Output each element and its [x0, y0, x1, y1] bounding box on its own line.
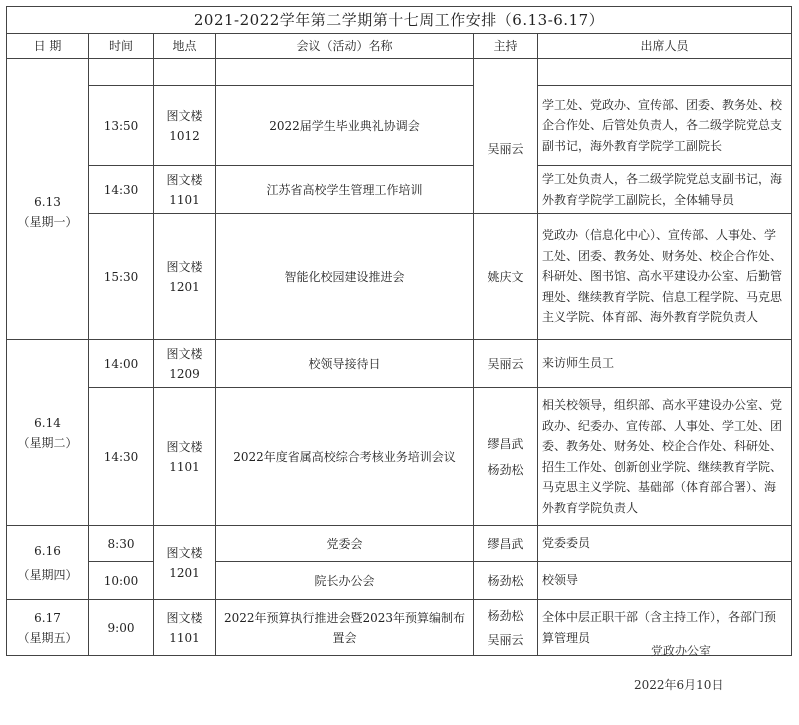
attendees-cell: 全体中层正职干部（含主持工作），各部门预算管理员 — [538, 600, 792, 656]
meeting-name-cell: 党委会 — [216, 526, 474, 562]
table-row — [7, 388, 792, 526]
table-row — [7, 166, 792, 214]
date-cell — [7, 340, 89, 526]
date-cell — [7, 86, 89, 340]
place-cell: 图文楼 1201 — [154, 526, 216, 600]
attendees-cell: 学工处负责人，各二级学院党总支副书记，海外教育学院学工副院长，全体辅导员 — [538, 166, 792, 214]
attendees-cell: 校领导 — [538, 562, 792, 600]
weekday-value: （星期一） — [17, 215, 78, 230]
attendees-cell: 相关校领导，组织部、高水平建设办公室、党政办、纪委办、宣传部、人事处、学工处、团委、教务处、财务处、校企合作处、科研处、招生工作处、创新创业学院、继续教育学院、马克思主义学院、基础部（体育部合署）、海外教育学院负责人 — [538, 388, 792, 526]
attendees-cell: 学工处、党政办、宣传部、团委、教务处、校企合作处、后管处负责人，各二级学院党总支副书记，海外教育学院学工副院长 — [538, 86, 792, 166]
weekday-value: （星期四） — [17, 567, 78, 582]
date-cell — [7, 526, 89, 600]
time-cell: 14:30 — [89, 166, 154, 214]
place-cell: 图文楼 1101 — [154, 166, 216, 214]
footer-office: 党政办公室 — [651, 644, 712, 658]
host-cell: 吴丽云 — [474, 340, 538, 388]
meeting-name-cell: 2022年度省属高校综合考核业务培训会议 — [216, 388, 474, 526]
title-row — [7, 7, 792, 34]
date-cell — [7, 600, 89, 656]
time-cell: 14:00 — [89, 340, 154, 388]
time-cell: 15:30 — [89, 214, 154, 340]
col-header-attendees: 出席人员 — [538, 34, 792, 59]
host-cell: 吴丽云 — [474, 86, 538, 214]
meeting-name-cell: 校领导接待日 — [216, 340, 474, 388]
footer-date: 2022年6月10日 — [634, 678, 724, 692]
host-cell: 缪昌武 — [474, 526, 538, 562]
attendees-cell: 来访师生员工 — [538, 340, 792, 388]
date-value: 6.14 — [34, 415, 61, 430]
place-cell: 图文楼 1101 — [154, 600, 216, 656]
place-cell: 图文楼 1209 — [154, 340, 216, 388]
attendees-cell: 党委委员 — [538, 526, 792, 562]
schedule-table — [6, 6, 792, 656]
host-cell: 杨劲松 — [474, 562, 538, 600]
place-cell: 图文楼 1012 — [154, 86, 216, 166]
col-header-time: 时间 — [89, 34, 154, 59]
host-cell: 杨劲松 吴丽云 — [474, 600, 538, 656]
table-row — [7, 214, 792, 340]
time-cell: 9:00 — [89, 600, 154, 656]
host-cell: 缪昌武 杨劲松 — [474, 388, 538, 526]
time-cell: 8:30 — [89, 526, 154, 562]
date-value: 6.13 — [34, 195, 61, 210]
weekday-value: （星期二） — [17, 435, 78, 450]
place-cell: 图文楼 1101 — [154, 388, 216, 526]
time-cell: 13:50 — [89, 86, 154, 166]
table-row — [7, 562, 792, 600]
date-value: 6.17 — [34, 610, 61, 625]
col-header-name: 会议（活动）名称 — [216, 34, 474, 59]
table-row — [7, 526, 792, 562]
meeting-name-cell: 智能化校园建设推进会 — [216, 214, 474, 340]
col-header-place: 地点 — [154, 34, 216, 59]
table-row — [7, 340, 792, 388]
time-cell: 14:30 — [89, 388, 154, 526]
schedule-sheet — [6, 6, 791, 656]
meeting-name-cell: 2022年预算执行推进会暨2023年预算编制布置会 — [216, 600, 474, 656]
host-cell: 姚庆文 — [474, 214, 538, 340]
meeting-name-cell: 江苏省高校学生管理工作培训 — [216, 166, 474, 214]
header-row — [7, 34, 792, 59]
meeting-name-cell: 院长办公会 — [216, 562, 474, 600]
date-value: 6.16 — [34, 543, 61, 558]
attendees-cell: 党政办（信息化中心）、宣传部、人事处、学工处、团委、教务处、财务处、校企合作处、科研处、图书馆、高水平建设办公室、后勤管理处、继续教育学院、信息工程学院、马克思主义学院、体育部、海外教育学院负责人 — [538, 214, 792, 340]
weekday-value: （星期五） — [17, 630, 78, 645]
table-row — [7, 86, 792, 166]
time-cell: 10:00 — [89, 562, 154, 600]
meeting-name-cell: 2022届学生毕业典礼协调会 — [216, 86, 474, 166]
schedule-title: 2021-2022学年第二学期第十七周工作安排（6.13-6.17） — [7, 7, 792, 34]
col-header-host: 主持 — [474, 34, 538, 59]
spacer-row — [7, 59, 792, 86]
place-cell: 图文楼 1201 — [154, 214, 216, 340]
col-header-date: 日 期 — [7, 34, 89, 59]
